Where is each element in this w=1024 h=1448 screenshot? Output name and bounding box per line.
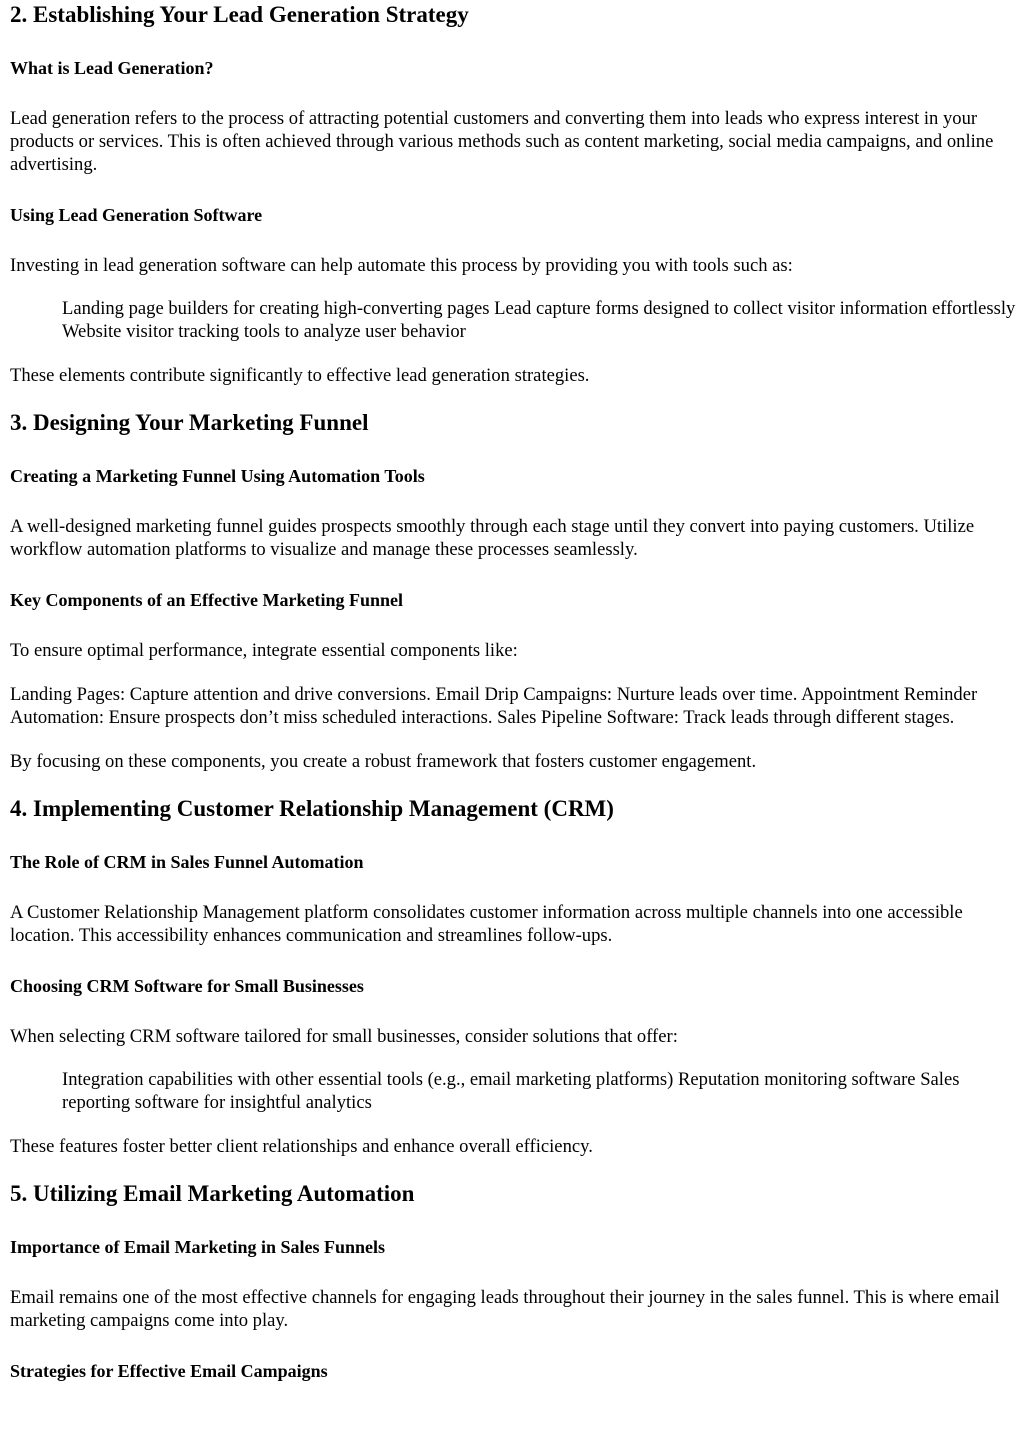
section-heading: 5. Utilizing Email Marketing Automation: [10, 1181, 415, 1206]
paragraph: By focusing on these components, you create a robust framework that fosters customer engagement.: [10, 751, 757, 772]
section-heading: 3. Designing Your Marketing Funnel: [10, 410, 369, 435]
blockquote-list: Integration capabilities with other essential tools (e.g., email marketing platforms) Reputation monitoring software Sales reporting software for insightful analytics: [62, 1069, 960, 1113]
paragraph: Lead generation refers to the process of attracting potential customers and converting them into leads who express interest in your products or services. This is often achieved through various methods such as content marketing, social media campaigns, and online advertising.: [10, 108, 994, 175]
paragraph: These features foster better client relationships and enhance overall efficiency.: [10, 1136, 593, 1157]
section-lead-generation-strategy: [10, 0, 1016, 387]
section-marketing-funnel: [10, 410, 1016, 773]
paragraph: When selecting CRM software tailored for small businesses, consider solutions that offer:: [10, 1026, 678, 1047]
subsection-heading: Choosing CRM Software for Small Businesses: [10, 976, 364, 996]
paragraph: Email remains one of the most effective channels for engaging leads throughout their journey in the sales funnel. This is where email marketing campaigns come into play.: [10, 1287, 1000, 1331]
subsection-heading: Using Lead Generation Software: [10, 205, 263, 225]
blockquote-list: Landing page builders for creating high-converting pages Lead capture forms designed to collect visitor information effortlessly Website visitor tracking tools to analyze user behavior: [62, 298, 1016, 342]
subsection-heading: The Role of CRM in Sales Funnel Automation: [10, 852, 364, 872]
subsection-heading: Importance of Email Marketing in Sales Funnels: [10, 1237, 386, 1257]
paragraph: A well-designed marketing funnel guides prospects smoothly through each stage until they convert into paying customers. Utilize workflow automation platforms to visualize and manage these processes seamlessly.: [10, 516, 975, 560]
paragraph: To ensure optimal performance, integrate essential components like:: [10, 640, 518, 661]
subsection-heading: Key Components of an Effective Marketing Funnel: [10, 590, 403, 610]
subsection-heading: What is Lead Generation?: [10, 58, 214, 78]
section-heading: 4. Implementing Customer Relationship Management (CRM): [10, 796, 614, 821]
section-heading: 2. Establishing Your Lead Generation Strategy: [10, 2, 469, 27]
subsection-heading: Creating a Marketing Funnel Using Automation Tools: [10, 466, 425, 486]
paragraph: Investing in lead generation software can help automate this process by providing you with tools such as:: [10, 255, 793, 276]
paragraph: A Customer Relationship Management platform consolidates customer information across multiple channels into one accessible location. This accessibility enhances communication and streamlines follow-ups.: [10, 902, 963, 946]
subsection-heading: Strategies for Effective Email Campaigns: [10, 1361, 328, 1381]
paragraph: These elements contribute significantly to effective lead generation strategies.: [10, 365, 590, 386]
section-email-marketing: [10, 1181, 1016, 1382]
paragraph: Landing Pages: Capture attention and drive conversions. Email Drip Campaigns: Nurture leads over time. Appointment Reminder Automation: Ensure prospects don’t miss scheduled interactions. Sales Pipeline Software: Track leads through different stages.: [10, 684, 978, 728]
section-crm: [10, 796, 1016, 1158]
